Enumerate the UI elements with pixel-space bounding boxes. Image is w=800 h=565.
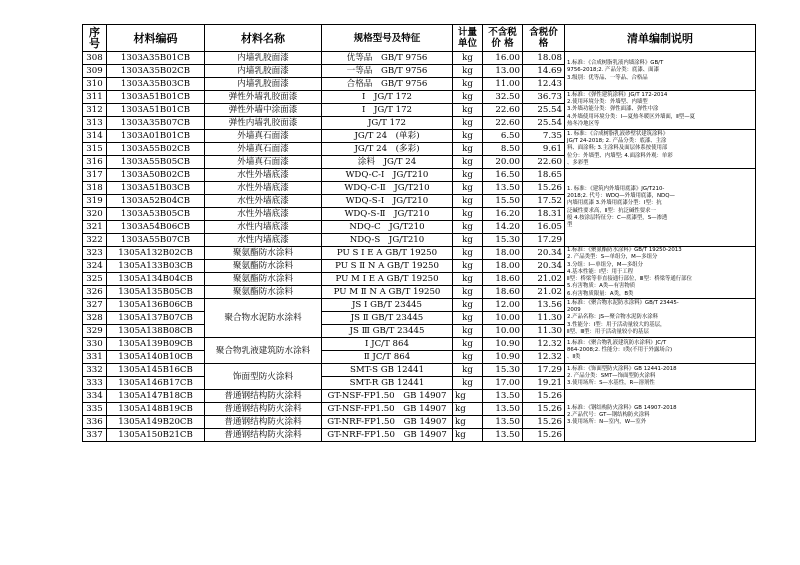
- row-price-in-tax: 15.26: [523, 416, 565, 429]
- row-unit: kg: [453, 91, 483, 104]
- note-line: 1. 标准：《建筑内外墙用底漆》JG/T210-: [567, 185, 665, 192]
- row-note: [565, 52, 756, 91]
- row-unit: kg: [453, 260, 483, 273]
- header-spec: 规格型号及特征: [322, 25, 453, 52]
- row-price-ex-tax: 13.50: [483, 403, 523, 416]
- row-spec: SMT-S GB 12441: [322, 364, 453, 377]
- note-line: Ⅱ型、Ⅲ型：用于活动量较小的基层: [567, 328, 649, 335]
- row-price-in-tax: 17.52: [523, 195, 565, 208]
- row-price-ex-tax: 12.00: [483, 299, 523, 312]
- row-name: 外墙真石面漆: [205, 156, 322, 169]
- row-seq: 321: [83, 221, 107, 234]
- row-seq: 336: [83, 416, 107, 429]
- row-name: 水性内墙底漆: [205, 221, 322, 234]
- header-unit: 计量单位: [453, 25, 483, 52]
- row-unit: kg: [453, 52, 483, 65]
- row-spec: 一等品 GB/T 9756: [322, 65, 453, 78]
- row-price-in-tax: 25.54: [523, 104, 565, 117]
- note-line: 3.使用场所：N—室内，W—室外: [567, 419, 647, 426]
- row-price-in-tax: 12.43: [523, 78, 565, 91]
- row-note: [565, 130, 756, 169]
- row-price-ex-tax: 20.00: [483, 156, 523, 169]
- row-price-ex-tax: 10.90: [483, 351, 523, 364]
- row-code: 1303A51B03CB: [107, 182, 205, 195]
- row-seq: 310: [83, 78, 107, 91]
- row-code: 1303A35B07CB: [107, 117, 205, 130]
- row-code: 1305A145B16CB: [107, 364, 205, 377]
- row-price-in-tax: 15.26: [523, 429, 565, 442]
- row-name: 水性内墙底漆: [205, 234, 322, 247]
- row-name: 水性外墙底漆: [205, 208, 322, 221]
- table-row: [83, 364, 756, 377]
- row-spec: GT-NRF-FP1.50 GB 14907: [322, 429, 453, 442]
- row-code: 1303A52B04CB: [107, 195, 205, 208]
- row-price-ex-tax: 13.50: [483, 416, 523, 429]
- row-spec: JS Ⅰ GB/T 23445: [322, 299, 453, 312]
- row-unit: kg: [453, 325, 483, 338]
- row-seq: 320: [83, 208, 107, 221]
- row-price-in-tax: 11.30: [523, 325, 565, 338]
- row-seq: 316: [83, 156, 107, 169]
- note-line: 2. 产品分类：SMT—饰面型防火涂料: [567, 372, 656, 379]
- note-line: 料、面涂料; 3.主涂料及面层体系按使用部: [567, 145, 668, 152]
- price-list-table: [82, 24, 756, 442]
- row-price-in-tax: 12.32: [523, 351, 565, 364]
- row-unit: kg: [453, 377, 483, 390]
- row-seq: 330: [83, 338, 107, 351]
- row-seq: 334: [83, 390, 107, 403]
- row-price-in-tax: 12.32: [523, 338, 565, 351]
- row-unit: kg: [453, 117, 483, 130]
- note-line: 型: [567, 221, 573, 228]
- row-price-in-tax: 18.08: [523, 52, 565, 65]
- row-spec: WDQ-C-Ⅱ JG/T210: [322, 182, 453, 195]
- row-name: 水性外墙底漆: [205, 169, 322, 182]
- row-code: 1303A51B01CB: [107, 104, 205, 117]
- note-line: 4.外墙使用环境分类：Ⅰ—夏热冬暖区外墙面，Ⅱ型—夏: [567, 113, 695, 120]
- header-name: 材料名称: [205, 25, 322, 52]
- row-price-ex-tax: 14.20: [483, 221, 523, 234]
- row-price-in-tax: 19.21: [523, 377, 565, 390]
- row-seq: 313: [83, 117, 107, 130]
- row-price-in-tax: 22.60: [523, 156, 565, 169]
- table-row: [83, 247, 756, 260]
- note-line: 、Ⅱ类: [567, 354, 581, 361]
- row-unit: kg: [453, 130, 483, 143]
- note-line: 1. 标准：《合成树脂乳液砂壁状建筑涂料》: [567, 130, 669, 137]
- row-code: 1305A146B17CB: [107, 377, 205, 390]
- table-row: [83, 338, 756, 351]
- row-code: 1303A35B02CB: [107, 65, 205, 78]
- note-line: 内墙用底漆 3.外墙用底漆分型：Ⅰ型：抗: [567, 200, 662, 207]
- row-price-in-tax: 18.65: [523, 169, 565, 182]
- row-price-ex-tax: 16.50: [483, 169, 523, 182]
- note-line: 2009: [567, 307, 581, 314]
- row-name: 内墙乳胶面漆: [205, 52, 322, 65]
- row-unit: kg: [453, 247, 483, 260]
- row-price-in-tax: 16.05: [523, 221, 565, 234]
- row-unit: kg: [453, 234, 483, 247]
- row-code: 1305A133B03CB: [107, 260, 205, 273]
- row-code: 1303A55B05CB: [107, 156, 205, 169]
- row-spec: 优等品 GB/T 9756: [322, 52, 453, 65]
- row-code: 1305A148B19CB: [107, 403, 205, 416]
- row-unit: kg: [453, 65, 483, 78]
- row-spec: PU S Ⅱ N A GB/T 19250: [322, 260, 453, 273]
- row-price-ex-tax: 6.50: [483, 130, 523, 143]
- row-seq: 337: [83, 429, 107, 442]
- row-seq: 312: [83, 104, 107, 117]
- header-ex-tax: 不含税价 格: [483, 25, 523, 52]
- row-price-ex-tax: 11.00: [483, 78, 523, 91]
- row-unit: kg: [453, 195, 483, 208]
- row-seq: 311: [83, 91, 107, 104]
- row-spec: GT-NSF-FP1.50 GB 14907: [322, 403, 453, 416]
- row-name: 饰面型防火涂料: [205, 364, 322, 390]
- row-note: [565, 91, 756, 130]
- row-seq: 324: [83, 260, 107, 273]
- header-note: 清单编制说明: [565, 25, 756, 52]
- row-note: [565, 390, 756, 442]
- row-price-ex-tax: 22.60: [483, 117, 523, 130]
- row-seq: 333: [83, 377, 107, 390]
- row-spec: GT-NSF-FP1.50 GB 14907: [322, 390, 453, 403]
- row-seq: 323: [83, 247, 107, 260]
- row-code: 1303A53B05CB: [107, 208, 205, 221]
- row-seq: 317: [83, 169, 107, 182]
- note-line: 3.分组：Ⅰ—单组分，M—多组分: [567, 261, 644, 268]
- note-line: 般 4.按涂层特征分：C—底漆型，S—渗透: [567, 214, 668, 221]
- row-name: 聚合物水泥防水涂料: [205, 299, 322, 338]
- row-spec: GT-NRF-FP1.50 GB 14907: [322, 416, 453, 429]
- note-line: 1.标准：《聚氨酯防水涂料》GB/T 19250-2013: [567, 247, 682, 254]
- row-name: 内墙乳胶面漆: [205, 65, 322, 78]
- row-price-ex-tax: 18.60: [483, 286, 523, 299]
- note-line: 2.使用环境分类：外墙型、内墙型: [567, 99, 648, 106]
- row-price-ex-tax: 8.50: [483, 143, 523, 156]
- row-spec: 涂料 JG/T 24: [322, 156, 453, 169]
- note-line: 热冬冷地区等: [567, 120, 600, 127]
- row-price-ex-tax: 15.30: [483, 364, 523, 377]
- row-price-ex-tax: 32.50: [483, 91, 523, 104]
- row-name: 普通钢结构防火涂料: [205, 403, 322, 416]
- row-seq: 328: [83, 312, 107, 325]
- row-price-ex-tax: 13.50: [483, 182, 523, 195]
- row-spec: Ⅰ JG/T 172: [322, 91, 453, 104]
- note-line: 2018;2. 代号：WDQ—外墙用底漆，NDQ—: [567, 193, 675, 200]
- note-line: 1.标准：《合成树脂乳液内墙涂料》GB/T: [567, 60, 664, 67]
- row-price-in-tax: 25.54: [523, 117, 565, 130]
- row-note: [565, 247, 756, 299]
- row-seq: 309: [83, 65, 107, 78]
- row-spec: WDQ-S-Ⅰ JG/T210: [322, 195, 453, 208]
- note-line: 3.使用场所：S—水基性，R—溶剂性: [567, 380, 655, 387]
- row-code: 1305A136B06CB: [107, 299, 205, 312]
- row-name: 普通钢结构防火涂料: [205, 390, 322, 403]
- row-seq: 325: [83, 273, 107, 286]
- row-seq: 308: [83, 52, 107, 65]
- row-unit: kg: [453, 104, 483, 117]
- row-spec: JG/T 24 (多彩): [322, 143, 453, 156]
- row-price-ex-tax: 13.00: [483, 65, 523, 78]
- row-name: 聚氨酯防水涂料: [205, 247, 322, 260]
- note-line: 6.有害物质限量：A类，B类: [567, 290, 634, 297]
- row-seq: 314: [83, 130, 107, 143]
- row-price-ex-tax: 17.00: [483, 377, 523, 390]
- note-line: 1.标准：《聚合物乳液建筑防水涂料》JC/T: [567, 339, 667, 346]
- note-line: 1.标准：《钢结构防火涂料》GB 14907-2018: [567, 404, 677, 411]
- row-unit: kg: [453, 78, 483, 91]
- row-name: 普通钢结构防火涂料: [205, 429, 322, 442]
- row-price-ex-tax: 10.00: [483, 312, 523, 325]
- header-in-tax: 含税价格: [523, 25, 565, 52]
- row-name: 水性外墙底漆: [205, 182, 322, 195]
- row-name: 聚氨酯防水涂料: [205, 273, 322, 286]
- row-price-in-tax: 36.73: [523, 91, 565, 104]
- row-code: 1305A150B21CB: [107, 429, 205, 442]
- row-unit: kg: [453, 182, 483, 195]
- row-unit: kg: [453, 416, 483, 429]
- row-price-in-tax: 21.02: [523, 286, 565, 299]
- row-unit: kg: [453, 208, 483, 221]
- row-spec: NDQ-C JG/T210: [322, 221, 453, 234]
- row-price-ex-tax: 16.00: [483, 52, 523, 65]
- row-code: 1303A35B01CB: [107, 52, 205, 65]
- note-line: 2.产品名称：JS—聚合物水泥防水涂料: [567, 314, 659, 321]
- row-unit: kg: [453, 403, 483, 416]
- row-price-in-tax: 13.56: [523, 299, 565, 312]
- row-price-ex-tax: 15.50: [483, 195, 523, 208]
- note-line: 4.基本性能：Ⅰ型：用于工程: [567, 268, 634, 275]
- note-line: 5.有害物质：A类—有害物质: [567, 283, 636, 290]
- row-code: 1305A132B02CB: [107, 247, 205, 260]
- row-seq: 331: [83, 351, 107, 364]
- row-price-ex-tax: 18.00: [483, 260, 523, 273]
- note-line: 864-2008;2. 性能分：Ⅰ类(不用于外露场合): [567, 346, 673, 353]
- row-price-ex-tax: 13.50: [483, 429, 523, 442]
- row-unit: kg: [453, 312, 483, 325]
- table-row: [83, 130, 756, 143]
- row-code: 1303A35B03CB: [107, 78, 205, 91]
- row-unit: kg: [453, 221, 483, 234]
- row-spec: 合格品 GB/T 9756: [322, 78, 453, 91]
- header-row: [83, 25, 756, 52]
- row-code: 1303A55B02CB: [107, 143, 205, 156]
- row-code: 1303A50B02CB: [107, 169, 205, 182]
- row-spec: JS Ⅲ GB/T 23445: [322, 325, 453, 338]
- row-price-ex-tax: 10.90: [483, 338, 523, 351]
- note-line: 1.标准：《聚合物水泥防水涂料》GB/T 23445-: [567, 299, 679, 306]
- row-code: 1303A55B07CB: [107, 234, 205, 247]
- row-code: 1305A149B20CB: [107, 416, 205, 429]
- note-line: 1.标准：《饰面型防火涂料》GB 12441-2018: [567, 365, 677, 372]
- row-name: 弹性外墙中涂面漆: [205, 104, 322, 117]
- row-name: 弹性外墙乳胶面漆: [205, 91, 322, 104]
- row-seq: 332: [83, 364, 107, 377]
- row-seq: 335: [83, 403, 107, 416]
- row-unit: kg: [453, 286, 483, 299]
- row-code: 1303A51B01CB: [107, 91, 205, 104]
- table-row: [83, 299, 756, 312]
- row-code: 1305A140B10CB: [107, 351, 205, 364]
- table-row: [83, 390, 756, 403]
- table-row: [83, 52, 756, 65]
- row-price-ex-tax: 15.30: [483, 234, 523, 247]
- header-code: 材料编码: [107, 25, 205, 52]
- row-code: 1305A134B04CB: [107, 273, 205, 286]
- note-line: 2. 产品类型：S—单组分，M—多组分: [567, 254, 658, 261]
- row-price-ex-tax: 18.00: [483, 247, 523, 260]
- row-price-ex-tax: 13.50: [483, 390, 523, 403]
- row-spec: Ⅰ JG/T 172: [322, 104, 453, 117]
- row-spec: Ⅱ JC/T 864: [322, 351, 453, 364]
- row-price-in-tax: 18.31: [523, 208, 565, 221]
- row-spec: PU M Ⅱ N A GB/T 19250: [322, 286, 453, 299]
- row-spec: JG/T 24 (单彩): [322, 130, 453, 143]
- row-price-ex-tax: 18.60: [483, 273, 523, 286]
- row-unit: kg: [453, 429, 483, 442]
- note-line: 9756-2018;2. 产品分类：底漆、面漆: [567, 67, 659, 74]
- header-seq: 序号: [83, 25, 107, 52]
- row-code: 1305A147B18CB: [107, 390, 205, 403]
- row-price-ex-tax: 16.20: [483, 208, 523, 221]
- row-note: [565, 364, 756, 390]
- row-spec: WDQ-C-Ⅰ JG/T210: [322, 169, 453, 182]
- note-line: 2.产品代号：GT—钢结构防火涂料: [567, 411, 650, 418]
- row-name: 外墙真石面漆: [205, 143, 322, 156]
- row-spec: PU S Ⅰ E A GB/T 19250: [322, 247, 453, 260]
- row-seq: 315: [83, 143, 107, 156]
- row-unit: kg: [453, 273, 483, 286]
- row-spec: Ⅰ JC/T 864: [322, 338, 453, 351]
- row-price-in-tax: 15.26: [523, 403, 565, 416]
- row-name: 外墙真石面漆: [205, 130, 322, 143]
- row-unit: kg: [453, 143, 483, 156]
- row-unit: kg: [453, 299, 483, 312]
- row-price-in-tax: 17.29: [523, 364, 565, 377]
- row-price-ex-tax: 10.00: [483, 325, 523, 338]
- row-unit: kg: [453, 169, 483, 182]
- row-unit: kg: [453, 338, 483, 351]
- row-name: 聚氨酯防水涂料: [205, 260, 322, 273]
- row-code: 1305A138B08CB: [107, 325, 205, 338]
- row-price-in-tax: 15.26: [523, 182, 565, 195]
- row-code: 1303A54B06CB: [107, 221, 205, 234]
- row-price-in-tax: 17.29: [523, 234, 565, 247]
- note-line: 1.标准：《弹性建筑涂料》JG/T 172-2014: [567, 91, 668, 98]
- row-code: 1305A135B05CB: [107, 286, 205, 299]
- row-spec: WDQ-S-Ⅱ JG/T210: [322, 208, 453, 221]
- row-seq: 318: [83, 182, 107, 195]
- note-line: 位分：外墙型、内墙型; 4.面涂料外观：单彩: [567, 152, 673, 159]
- row-unit: kg: [453, 390, 483, 403]
- row-unit: kg: [453, 351, 483, 364]
- note-line: Ⅱ型：桥梁等非直接通行部位，Ⅲ型：桥梁等通行部位: [567, 276, 692, 283]
- row-price-in-tax: 15.26: [523, 390, 565, 403]
- row-price-in-tax: 11.30: [523, 312, 565, 325]
- row-seq: 329: [83, 325, 107, 338]
- row-name: 弹性内墙乳胶面漆: [205, 117, 322, 130]
- row-price-in-tax: 14.69: [523, 65, 565, 78]
- row-spec: SMT-R GB 12441: [322, 377, 453, 390]
- table-row: [83, 169, 756, 182]
- row-note: [565, 338, 756, 364]
- row-note: [565, 169, 756, 247]
- row-price-in-tax: 7.35: [523, 130, 565, 143]
- row-note: [565, 299, 756, 338]
- row-name: 聚合物乳液建筑防水涂料: [205, 338, 322, 364]
- note-line: 3.性能分：Ⅰ型：用于活动量较大的基层，: [567, 321, 666, 328]
- row-price-in-tax: 20.34: [523, 247, 565, 260]
- row-price-in-tax: 21.02: [523, 273, 565, 286]
- row-code: 1303A01B01CB: [107, 130, 205, 143]
- row-code: 1305A137B07CB: [107, 312, 205, 325]
- row-unit: kg: [453, 364, 483, 377]
- row-spec: PU M Ⅰ E A GB/T 19250: [322, 273, 453, 286]
- note-line: 3.外墙功能分类：弹性面漆、弹性中涂: [567, 106, 659, 113]
- note-line: 3.级别：优等品、一等品、合格品: [567, 74, 648, 81]
- row-name: 聚氨酯防水涂料: [205, 286, 322, 299]
- note-line: 泛碱性要求高，Ⅱ型：抗泛碱性要求一: [567, 207, 656, 214]
- note-line: 、多彩型: [567, 159, 589, 166]
- row-price-in-tax: 20.34: [523, 260, 565, 273]
- row-name: 水性外墙底漆: [205, 195, 322, 208]
- row-seq: 327: [83, 299, 107, 312]
- row-price-ex-tax: 22.60: [483, 104, 523, 117]
- row-name: 普通钢结构防火涂料: [205, 416, 322, 429]
- row-name: 内墙乳胶面漆: [205, 78, 322, 91]
- row-spec: NDQ-S JG/T210: [322, 234, 453, 247]
- note-line: JG/T 24-2018; 2. 产品分类：底漆、主涂: [567, 138, 667, 145]
- table-row: [83, 91, 756, 104]
- row-unit: kg: [453, 156, 483, 169]
- row-spec: JS Ⅱ GB/T 23445: [322, 312, 453, 325]
- row-seq: 319: [83, 195, 107, 208]
- row-spec: JG/T 172: [322, 117, 453, 130]
- row-price-in-tax: 9.61: [523, 143, 565, 156]
- row-seq: 326: [83, 286, 107, 299]
- row-seq: 322: [83, 234, 107, 247]
- row-code: 1305A139B09CB: [107, 338, 205, 351]
